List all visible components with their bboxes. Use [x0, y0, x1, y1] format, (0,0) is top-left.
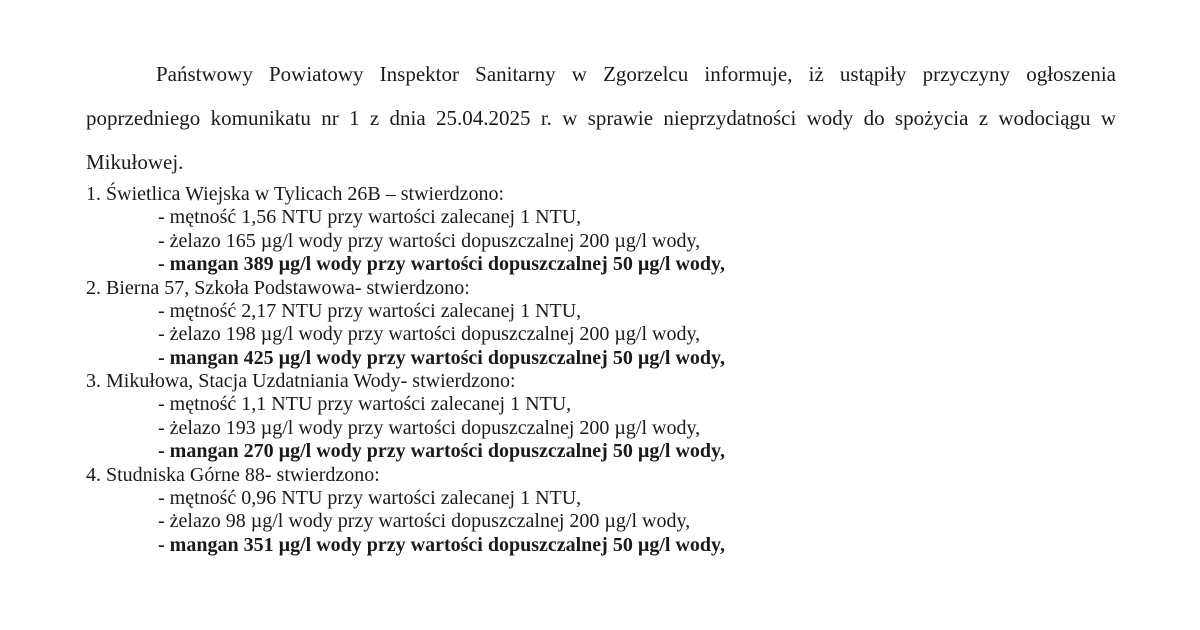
manganese-line: - mangan 270 µg/l wody przy wartości dopuszczalnej 50 µg/l wody, [158, 440, 725, 462]
intro-paragraph: Państwowy Powiatowy Inspektor Sanitarny w Zgorzelcu informuje, iż ustąpiły przyczyny ogłoszenia poprzedniego komunikatu nr 1 z dnia 25.04.2025 r. w sprawie nieprzydatności wody do spożycia z wodociągu w Mikułowej. [86, 62, 1116, 174]
site-item [86, 277, 1116, 371]
turbidity-line: - mętność 1,56 NTU przy wartości zalecanej 1 NTU, [158, 206, 582, 228]
site-item [86, 370, 1116, 464]
site-title: 4. Studniska Górne 88- stwierdzono: [86, 463, 380, 486]
manganese-line: - mangan 389 µg/l wody przy wartości dopuszczalnej 50 µg/l wody, [158, 253, 725, 275]
measurement-list [86, 183, 1116, 557]
turbidity-line: - mętność 2,17 NTU przy wartości zalecanej 1 NTU, [158, 299, 582, 322]
manganese-line: - mangan 425 µg/l wody przy wartości dopuszczalnej 50 µg/l wody, [158, 346, 725, 369]
iron-line: - żelazo 165 µg/l wody przy wartości dopuszczalnej 200 µg/l wody, [158, 229, 701, 252]
turbidity-line: - mętność 0,96 NTU przy wartości zalecanej 1 NTU, [158, 486, 582, 509]
site-title: 1. Świetlica Wiejska w Tylicach 26B – stwierdzono: [86, 183, 505, 205]
iron-line: - żelazo 193 µg/l wody przy wartości dopuszczalnej 200 µg/l wody, [158, 416, 701, 439]
iron-line: - żelazo 98 µg/l wody przy wartości dopuszczalnej 200 µg/l wody, [158, 510, 691, 532]
site-title: 3. Mikułowa, Stacja Uzdatniania Wody- stwierdzono: [86, 370, 516, 392]
turbidity-line: - mętność 1,1 NTU przy wartości zalecanej 1 NTU, [158, 393, 572, 415]
iron-line: - żelazo 198 µg/l wody przy wartości dopuszczalnej 200 µg/l wody, [158, 323, 701, 345]
site-title: 2. Bierna 57, Szkoła Podstawowa- stwierdzono: [86, 276, 470, 299]
site-item [86, 183, 1116, 277]
manganese-line: - mangan 351 µg/l wody przy wartości dopuszczalnej 50 µg/l wody, [158, 533, 725, 556]
site-item [86, 464, 1116, 558]
